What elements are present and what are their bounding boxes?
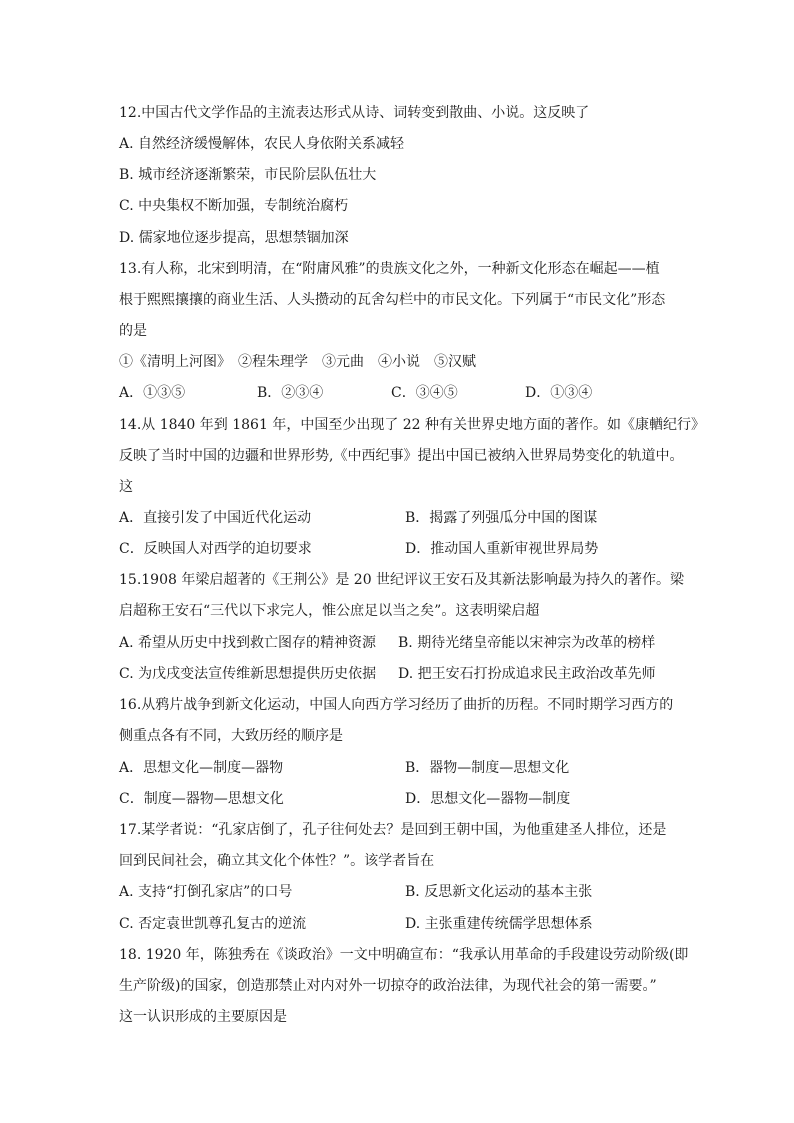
question-12-option-b: B. 城市经济逐渐繁荣，市民阶层队伍壮大 [119,167,377,183]
question-16-option-c: C．制度—器物—思想文化 [119,791,284,807]
question-14-option-d: D．推动国人重新审视世界局势 [405,541,599,557]
question-14-option-a: A．直接引发了中国近代化运动 [119,510,312,526]
question-15-option-a: A. 希望从历史中找到救亡图存的精神资源 [119,635,377,651]
question-17-option-d: D. 主张重建传统儒学思想体系 [405,916,593,932]
question-17-stem-line2: 回到民间社会，确立其文化个体性？”。该学者旨在 [119,853,435,869]
question-14-stem-line2: 反映了当时中国的边疆和世界形势,《中西纪事》提出中国已被纳入世界局势变化的轨道中。 [119,448,684,464]
question-17-option-a: A. 支持“打倒孔家店”的口号 [119,884,293,900]
question-15-option-d: D. 把王安石打扮成追求民主政治改革先师 [398,666,656,682]
question-18-stem-line1: 18. 1920 年，陈独秀在《谈政治》一文中明确宣布：“我承认用革命的手段建设劳动阶级(即 [119,947,689,963]
question-18-stem-line2: 生产阶级)的国家，创造那禁止对内对外一切掠夺的政治法律，为现代社会的第一需要。” [119,978,657,994]
question-15-stem-line2: 启超称王安石“三代以下求完人，惟公庶足以当之矣”。这表明梁启超 [119,603,540,619]
question-16-option-d: D．思想文化—器物—制度 [405,791,571,807]
question-12-option-c: C. 中央集权不断加强，专制统治腐朽 [119,198,349,214]
question-14-option-c: C．反映国人对西学的迫切要求 [119,541,312,557]
question-15-stem-line1: 15.1908 年梁启超著的《王荆公》是 20 世纪评议王安石及其新法影响最为持久的著作。梁 [119,572,685,588]
question-13-option-b: B．②③④ [257,385,324,401]
question-13-items: ①《清明上河图》 ②程朱理学 ③元曲 ④小说 ⑤汉赋 [119,354,476,370]
question-12-stem: 12.中国古代文学作品的主流表达形式从诗、词转变到散曲、小说。这反映了 [119,105,590,121]
question-14-stem-line3: 这 [119,479,133,495]
question-13-option-a: A．①③⑤ [119,385,186,401]
question-13-option-c: C．③④⑤ [391,385,458,401]
question-16-stem-line2: 侧重点各有不同，大致历经的顺序是 [119,728,343,744]
question-13-option-d: D．①③④ [525,385,593,401]
question-18-stem-line3: 这一认识形成的主要原因是 [119,1009,287,1025]
question-12-option-d: D. 儒家地位逐步提高，思想禁锢加深 [119,230,349,246]
question-12-option-a: A. 自然经济缓慢解体，农民人身依附关系减轻 [119,136,405,152]
question-13-stem-line2: 根于熙熙攘攘的商业生活、人头攒动的瓦舍勾栏中的市民文化。下列属于“市民文化”形态 [119,292,666,308]
question-15-option-c: C. 为戊戌变法宣传维新思想提供历史依据 [119,666,377,682]
question-15-option-b: B. 期待光绪皇帝能以宋神宗为改革的榜样 [398,635,656,651]
question-16-option-b: B．器物—制度—思想文化 [405,760,570,776]
question-13-stem-line1: 13.有人称，北宋到明清，在“附庸风雅”的贵族文化之外，一种新文化形态在崛起——植 [119,261,660,277]
question-16-option-a: A．思想文化—制度—器物 [119,760,284,776]
question-17-stem-line1: 17.某学者说：“孔家店倒了，孔子往何处去？是回到王朝中国，为他重建圣人排位，还是 [119,822,667,838]
question-17-option-c: C. 否定袁世凯尊孔复古的逆流 [119,916,307,932]
question-16-stem-line1: 16.从鸦片战争到新文化运动，中国人向西方学习经历了曲折的历程。不同时期学习西方的 [119,697,674,713]
question-14-stem-line1: 14.从 1840 年到 1861 年，中国至少出现了 22 种有关世界史地方面的著作。如《康輶纪行》 [119,417,706,433]
question-13-stem-line3: 的是 [119,323,147,339]
question-14-option-b: B．揭露了列强瓜分中国的图谋 [405,510,598,526]
question-17-option-b: B. 反思新文化运动的基本主张 [405,884,593,900]
